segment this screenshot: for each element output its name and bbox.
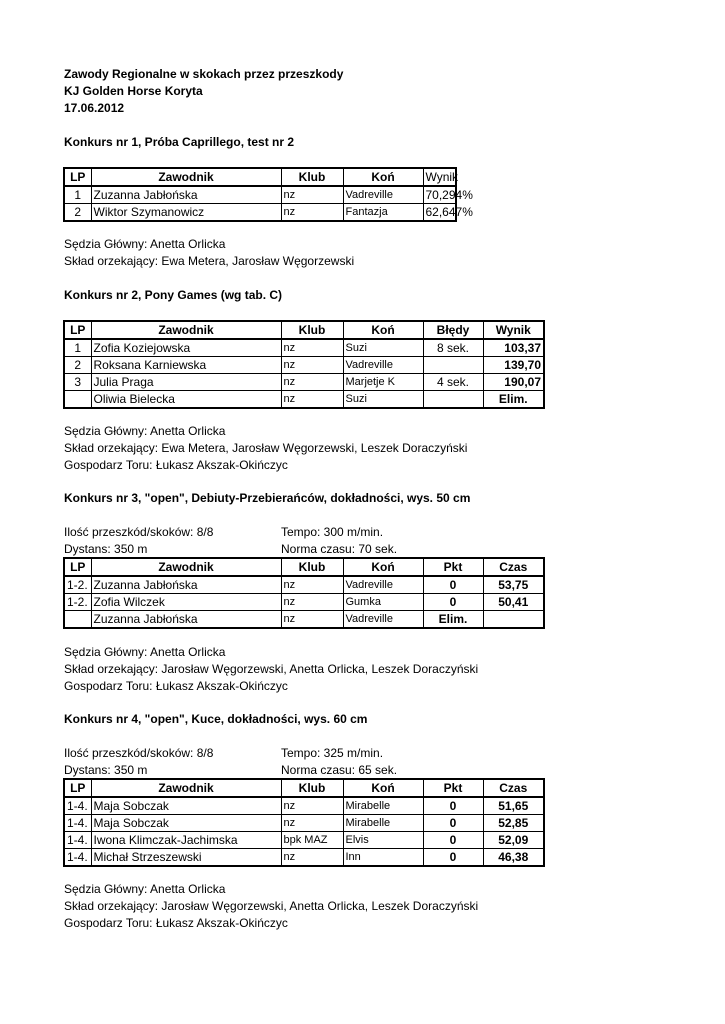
col-header: Zawodnik	[91, 558, 281, 576]
cell-horse: Elvis	[343, 832, 423, 849]
k2-panel: Skład orzekający: Ewa Metera, Jarosław Węgorzewski, Leszek Doraczyński	[64, 441, 468, 455]
cell-horse: Mirabelle	[343, 797, 423, 815]
cell-result: 139,70	[483, 357, 544, 374]
cell-faults	[423, 357, 483, 374]
k3-table	[63, 557, 545, 629]
k4-title: Konkurs nr 4, "open", Kuce, dokładności, wys. 60 cm	[64, 712, 368, 726]
k3-obstacles: Ilość przeszkód/skoków: 8/8	[64, 525, 214, 539]
k2-judge: Sędzia Główny: Anetta Orlicka	[64, 424, 226, 438]
col-header: Koń	[343, 779, 423, 797]
cell-lp: 2	[64, 357, 91, 374]
k4-tempo: Tempo: 325 m/min.	[281, 746, 384, 760]
table-row	[64, 204, 456, 222]
col-header: Koń	[343, 168, 423, 186]
table-header-row	[64, 558, 544, 576]
k1-judge: Sędzia Główny: Anetta Orlicka	[64, 237, 226, 251]
k4-obstacles: Ilość przeszkód/skoków: 8/8	[64, 746, 214, 760]
table-row	[64, 391, 544, 409]
cell-lp: 3	[64, 374, 91, 391]
k3-host: Gospodarz Toru: Łukasz Akszak-Okińczyc	[64, 679, 288, 693]
cell-club: nz	[281, 204, 343, 222]
k4-norm: Norma czasu: 65 sek.	[281, 763, 398, 777]
cell-club: nz	[281, 815, 343, 832]
cell-club: nz	[281, 186, 343, 204]
col-header: Koń	[343, 558, 423, 576]
cell-club: nz	[281, 357, 343, 374]
cell-points: 0	[423, 815, 483, 832]
event-date: 17.06.2012	[64, 101, 125, 115]
table-row	[64, 357, 544, 374]
col-header: Klub	[281, 558, 343, 576]
cell-horse: Vadreville	[343, 357, 423, 374]
cell-lp: 1-4.	[64, 832, 91, 849]
table-header-row	[64, 321, 544, 339]
k3-norm: Norma czasu: 70 sek.	[281, 542, 398, 556]
table-row	[64, 849, 544, 867]
cell-points: 0	[423, 832, 483, 849]
cell-lp: 1-4.	[64, 815, 91, 832]
cell-rider: Zofia Koziejowska	[91, 339, 281, 357]
cell-rider: Maja Sobczak	[91, 797, 281, 815]
cell-lp: 1-2.	[64, 594, 91, 611]
cell-rider: Zuzanna Jabłońska	[91, 611, 281, 629]
cell-lp: 1	[64, 339, 91, 357]
col-header: Błędy	[423, 321, 483, 339]
cell-faults: 4 sek.	[423, 374, 483, 391]
k3-distance: Dystans: 350 m	[64, 542, 148, 556]
k4-distance: Dystans: 350 m	[64, 763, 148, 777]
k3-judge: Sędzia Główny: Anetta Orlicka	[64, 645, 226, 659]
cell-club: nz	[281, 594, 343, 611]
cell-rider: Zuzanna Jabłońska	[91, 186, 281, 204]
cell-horse: Vadreville	[343, 611, 423, 629]
cell-horse: Vadreville	[343, 576, 423, 594]
col-header: Zawodnik	[91, 779, 281, 797]
cell-horse: Fantazja	[343, 204, 423, 222]
cell-club: nz	[281, 576, 343, 594]
col-header: Koń	[343, 321, 423, 339]
cell-horse: Suzi	[343, 391, 423, 409]
table-header-row	[64, 168, 456, 186]
col-header: LP	[64, 321, 91, 339]
table-row	[64, 594, 544, 611]
k4-panel: Skład orzekający: Jarosław Węgorzewski, Anetta Orlicka, Leszek Doraczyński	[64, 899, 479, 913]
cell-club: nz	[281, 797, 343, 815]
cell-points: 0	[423, 849, 483, 867]
cell-horse: Vadreville	[343, 186, 423, 204]
cell-horse: Mirabelle	[343, 815, 423, 832]
cell-result: 190,07	[483, 374, 544, 391]
col-header: Zawodnik	[91, 168, 281, 186]
k1-table	[63, 167, 473, 222]
col-header: Wynik	[483, 321, 544, 339]
cell-horse: Inn	[343, 849, 423, 867]
k3-tempo: Tempo: 300 m/min.	[281, 525, 384, 539]
cell-lp: 1-2.	[64, 576, 91, 594]
col-header: Pkt	[423, 779, 483, 797]
cell-horse: Marjetje K	[343, 374, 423, 391]
cell-rider: Zuzanna Jabłońska	[91, 576, 281, 594]
cell-time	[483, 611, 544, 629]
cell-rider: Julia Praga	[91, 374, 281, 391]
k4-table	[63, 778, 545, 867]
cell-lp	[64, 611, 91, 629]
col-header: Klub	[281, 321, 343, 339]
k1-panel: Skład orzekający: Ewa Metera, Jarosław Węgorzewski	[64, 254, 355, 268]
cell-result: Elim.	[483, 391, 544, 409]
table-row	[64, 815, 544, 832]
cell-time: 52,09	[483, 832, 544, 849]
cell-club: nz	[281, 374, 343, 391]
table-row	[64, 576, 544, 594]
cell-time: 52,85	[483, 815, 544, 832]
cell-faults: 8 sek.	[423, 339, 483, 357]
col-header: LP	[64, 779, 91, 797]
col-header: Czas	[483, 558, 544, 576]
table-row	[64, 186, 456, 204]
cell-rider: Zofia Wilczek	[91, 594, 281, 611]
k3-title: Konkurs nr 3, "open", Debiuty-Przebierańców, dokładności, wys. 50 cm	[64, 491, 471, 505]
cell-rider: Wiktor Szymanowicz	[91, 204, 281, 222]
cell-rider: Iwona Klimczak-Jachimska	[91, 832, 281, 849]
col-header: Czas	[483, 779, 544, 797]
col-header: Wynik	[423, 168, 456, 186]
cell-time: 50,41	[483, 594, 544, 611]
table-row	[64, 374, 544, 391]
col-header: Zawodnik	[91, 321, 281, 339]
cell-result: 62,647%	[423, 204, 456, 222]
event-venue: KJ Golden Horse Koryta	[64, 84, 203, 98]
table-header-row	[64, 779, 544, 797]
cell-club: bpk MAZ	[281, 832, 343, 849]
cell-points: 0	[423, 594, 483, 611]
cell-lp: 1-4.	[64, 849, 91, 867]
cell-club: nz	[281, 391, 343, 409]
table-row	[64, 832, 544, 849]
cell-faults	[423, 391, 483, 409]
k3-panel: Skład orzekający: Jarosław Węgorzewski, Anetta Orlicka, Leszek Doraczyński	[64, 662, 479, 676]
col-header: LP	[64, 168, 91, 186]
col-header: Klub	[281, 779, 343, 797]
cell-lp: 2	[64, 204, 91, 222]
cell-rider: Maja Sobczak	[91, 815, 281, 832]
col-header: Klub	[281, 168, 343, 186]
cell-horse: Suzi	[343, 339, 423, 357]
cell-rider: Michał Strzeszewski	[91, 849, 281, 867]
k4-judge: Sędzia Główny: Anetta Orlicka	[64, 882, 226, 896]
cell-points: Elim.	[423, 611, 483, 629]
cell-time: 53,75	[483, 576, 544, 594]
cell-lp	[64, 391, 91, 409]
col-header: LP	[64, 558, 91, 576]
k2-host: Gospodarz Toru: Łukasz Akszak-Okińczyc	[64, 458, 288, 472]
cell-time: 46,38	[483, 849, 544, 867]
col-header: Pkt	[423, 558, 483, 576]
k1-title: Konkurs nr 1, Próba Caprillego, test nr 2	[64, 135, 295, 149]
cell-time: 51,65	[483, 797, 544, 815]
cell-club: nz	[281, 339, 343, 357]
cell-club: nz	[281, 611, 343, 629]
cell-result: 70,294%	[423, 186, 456, 204]
table-row	[64, 339, 544, 357]
cell-points: 0	[423, 576, 483, 594]
k2-title: Konkurs nr 2, Pony Games (wg tab. C)	[64, 288, 283, 302]
cell-result: 103,37	[483, 339, 544, 357]
table-row	[64, 611, 544, 629]
cell-club: nz	[281, 849, 343, 867]
cell-lp: 1	[64, 186, 91, 204]
cell-rider: Roksana Karniewska	[91, 357, 281, 374]
cell-points: 0	[423, 797, 483, 815]
table-row	[64, 797, 544, 815]
k2-table	[63, 320, 545, 409]
event-title: Zawody Regionalne w skokach przez przeszkody	[64, 67, 344, 81]
cell-lp: 1-4.	[64, 797, 91, 815]
k4-host: Gospodarz Toru: Łukasz Akszak-Okińczyc	[64, 916, 288, 930]
cell-rider: Oliwia Bielecka	[91, 391, 281, 409]
cell-horse: Gumka	[343, 594, 423, 611]
